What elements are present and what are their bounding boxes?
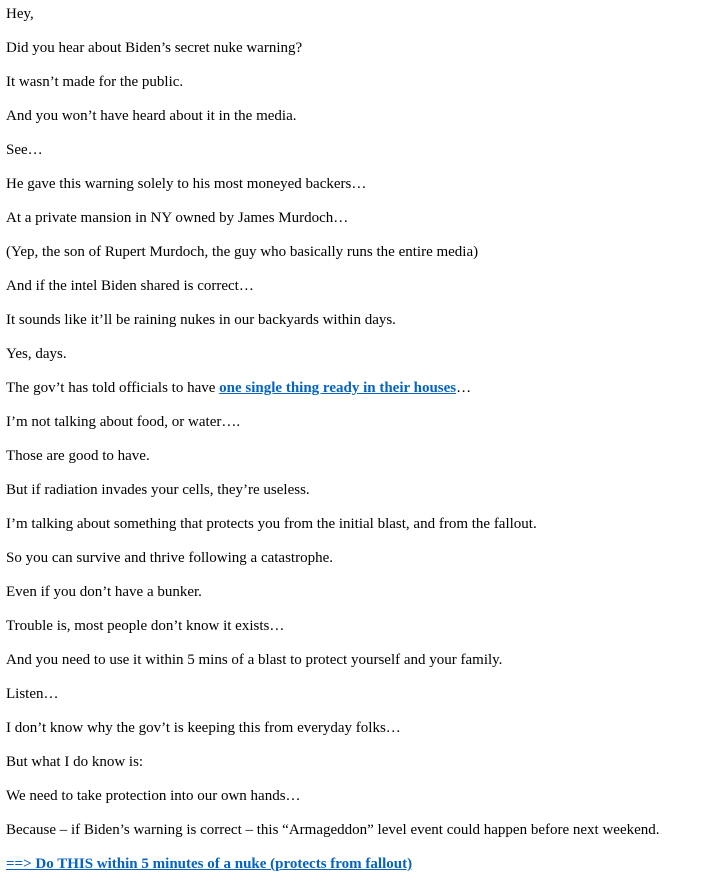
body-line: Listen…: [6, 686, 59, 702]
body-line: See…: [6, 142, 43, 158]
body-line: I’m talking about something that protects you from the initial blast, and from the fallout.: [6, 516, 537, 532]
greeting: Hey,: [6, 6, 34, 22]
body-line: Did you hear about Biden’s secret nuke warning?: [6, 40, 303, 56]
cta-link[interactable]: ==> Do THIS within 5 minutes of a nuke (protects from fallout): [6, 856, 413, 872]
body-line: Yes, days.: [6, 346, 67, 362]
gov-line-before: The gov’t has told officials to have: [6, 380, 220, 396]
body-line: Even if you don’t have a bunker.: [6, 584, 202, 600]
body-line: At a private mansion in NY owned by James Murdoch…: [6, 210, 349, 226]
body-line: But if radiation invades your cells, they’re useless.: [6, 482, 310, 498]
body-line: So you can survive and thrive following a catastrophe.: [6, 550, 333, 566]
gov-line: [6, 378, 713, 412]
body-line: He gave this warning solely to his most moneyed backers…: [6, 176, 367, 192]
cta-line: [6, 854, 713, 888]
body-line: Those are good to have.: [6, 448, 150, 464]
body-line: Because – if Biden’s warning is correct – this “Armageddon” level event could happen before next weekend.: [6, 822, 660, 838]
body-line: And you won’t have heard about it in the media.: [6, 108, 297, 124]
body-line: And if the intel Biden shared is correct…: [6, 278, 254, 294]
body-line: I don’t know why the gov’t is keeping this from everyday folks…: [6, 720, 401, 736]
body-line: Trouble is, most people don’t know it exists…: [6, 618, 285, 634]
body-line: I’m not talking about food, or water….: [6, 414, 241, 430]
body-line: (Yep, the son of Rupert Murdoch, the guy who basically runs the entire media): [6, 244, 479, 260]
gov-line-after: …: [456, 380, 472, 396]
body-line: We need to take protection into our own hands…: [6, 788, 301, 804]
inline-offer-link[interactable]: one single thing ready in their houses: [219, 380, 457, 396]
body-line: But what I do know is:: [6, 754, 144, 770]
body-line: It sounds like it’ll be raining nukes in our backyards within days.: [6, 312, 396, 328]
body-line: It wasn’t made for the public.: [6, 74, 184, 90]
body-line: And you need to use it within 5 mins of a blast to protect yourself and your family.: [6, 652, 503, 668]
